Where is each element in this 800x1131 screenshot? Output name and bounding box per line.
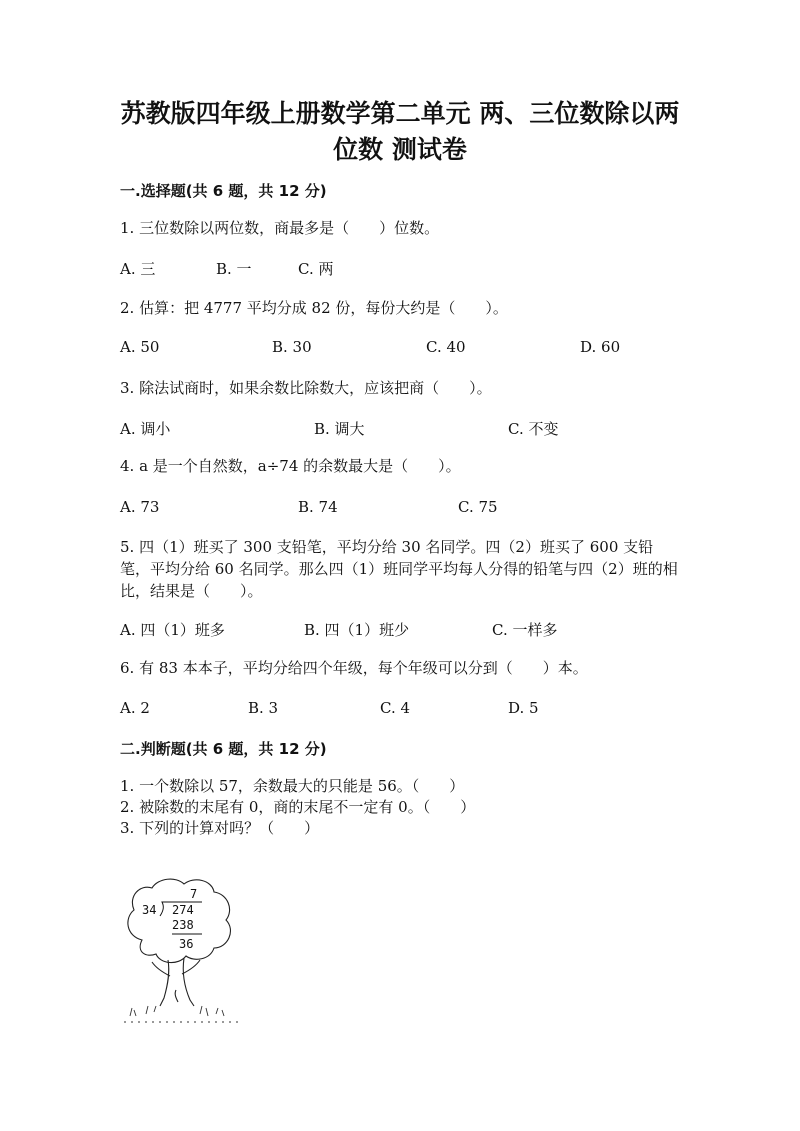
long-division [142, 887, 197, 951]
judgement-1: 1. 一个数除以 57，余数最大的只能是 56。（ ） [120, 777, 465, 795]
question-4: 4. a 是一个自然数，a÷74 的余数最大是（ ）。 [120, 457, 461, 475]
division-tree-figure [120, 876, 240, 1026]
divisor: 34 [142, 903, 157, 917]
option-4b: B. 74 [298, 498, 338, 516]
options-6 [120, 699, 680, 721]
question-1: 1. 三位数除以两位数，商最多是（ ）位数。 [120, 219, 440, 237]
question-3: 3. 除法试商时，如果余数比除数大，应该把商（ ）。 [120, 379, 492, 397]
options-4 [120, 498, 680, 520]
option-1c: C. 两 [298, 260, 334, 278]
options-3 [120, 418, 680, 440]
option-6c: C. 4 [380, 699, 411, 717]
option-3c: C. 不变 [508, 420, 559, 438]
options-2 [120, 338, 680, 360]
options-5 [120, 619, 680, 641]
remainder: 36 [179, 937, 194, 951]
question-2: 2. 估算：把 4777 平均分成 82 份，每份大约是（ ）。 [120, 299, 508, 317]
section-heading-choice: 一.选择题(共 6 题，共 12 分) [120, 182, 327, 200]
judgement-3: 3. 下列的计算对吗？（ ） [120, 819, 320, 837]
option-5b: B. 四（1）班少 [304, 621, 410, 639]
question-6: 6. 有 83 本本子，平均分给四个年级，每个年级可以分到（ ）本。 [120, 659, 588, 677]
question-5: 5. 四（1）班买了 300 支铅笔，平均分给 30 名同学。四（2）班买了 600 支铅笔，平均分给 60 名同学。那么四（1）班同学平均每人分得的铅笔与四（2）班的相比，结果是（ ）。 [120, 538, 678, 600]
options-1 [120, 258, 680, 280]
tree-trunk [152, 958, 200, 1006]
option-6d: D. 5 [508, 699, 539, 717]
option-2a: A. 50 [120, 338, 160, 356]
option-4c: C. 75 [458, 498, 498, 516]
option-1b: B. 一 [216, 260, 252, 278]
option-2c: C. 40 [426, 338, 466, 356]
dividend: 274 [172, 903, 194, 917]
option-5c: C. 一样多 [492, 621, 558, 639]
quotient: 7 [190, 887, 198, 901]
option-1a: A. 三 [120, 260, 156, 278]
option-2d: D. 60 [580, 338, 621, 356]
option-6b: B. 3 [248, 699, 279, 717]
option-3a: A. 调小 [120, 420, 171, 438]
title-line-2: 位数 测试卷 [333, 135, 467, 164]
grass [124, 1006, 238, 1022]
page-title [100, 96, 700, 168]
partial-product: 238 [172, 918, 194, 932]
option-6a: A. 2 [120, 699, 150, 717]
option-4a: A. 73 [120, 498, 160, 516]
section-heading-judgement: 二.判断题(共 6 题，共 12 分) [120, 740, 327, 758]
title-line-1: 苏教版四年级上册数学第二单元 两、三位数除以两 [120, 99, 680, 128]
option-5a: A. 四（1）班多 [120, 621, 225, 639]
judgement-2: 2. 被除数的末尾有 0，商的末尾不一定有 0。（ ） [120, 798, 476, 816]
option-3b: B. 调大 [314, 420, 365, 438]
option-2b: B. 30 [272, 338, 312, 356]
